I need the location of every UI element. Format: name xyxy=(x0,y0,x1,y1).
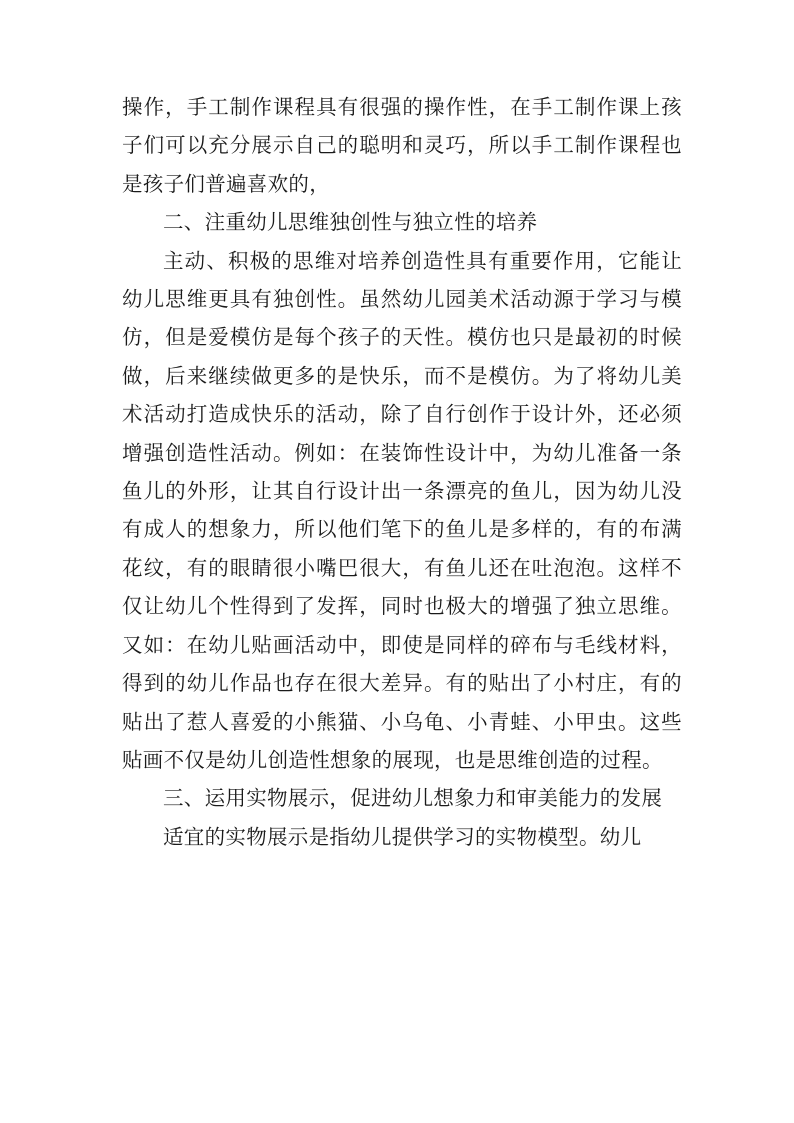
section-heading-three: 三、运用实物展示，促进幼儿想象力和审美能力的发展 xyxy=(163,786,663,811)
section-heading-two: 二、注重幼儿思维独创性与独立性的培养 xyxy=(163,210,538,235)
paragraph-continuation: 操作，手工制作课程具有很强的操作性，在手工制作课上孩子们可以充分展示自己的聪明和灵巧，所以手工制作课程也是孩子们普遍喜欢的， xyxy=(122,95,682,196)
paragraph-body-truncated: 适宜的实物展示是指幼儿提供学习的实物模型。幼儿 xyxy=(163,824,642,849)
paragraph-body: 主动、积极的思维对培养创造性具有重要作用，它能让幼儿思维更具有独创性。虽然幼儿园美术活动源于学习与模仿，但是爱模仿是每个孩子的天性。模仿也只是最初的时候做，后来继续做更多的是快乐，而不是模仿。为了将幼儿美术活动打造成快乐的活动，除了自行创作于设计外，还必须增强创造性活动。例如：在装饰性设计中，为幼儿准备一条鱼儿的外形，让其自行设计出一条漂亮的鱼儿，因为幼儿没有成人的想象力，所以他们笔下的鱼儿是多样的，有的布满花纹，有的眼睛很小嘴巴很大，有鱼儿还在吐泡泡。这样不仅让幼儿个性得到了发挥，同时也极大的增强了独立思维。又如：在幼儿贴画活动中，即使是同样的碎布与毛线材料，得到的幼儿作品也存在很大差异。有的贴出了小村庄，有的贴出了惹人喜爱的小熊猫、小乌龟、小青蛙、小甲虫。这些贴画不仅是幼儿创造性想象的展现，也是思维创造的过程。 xyxy=(122,248,682,772)
document-body xyxy=(122,88,682,856)
